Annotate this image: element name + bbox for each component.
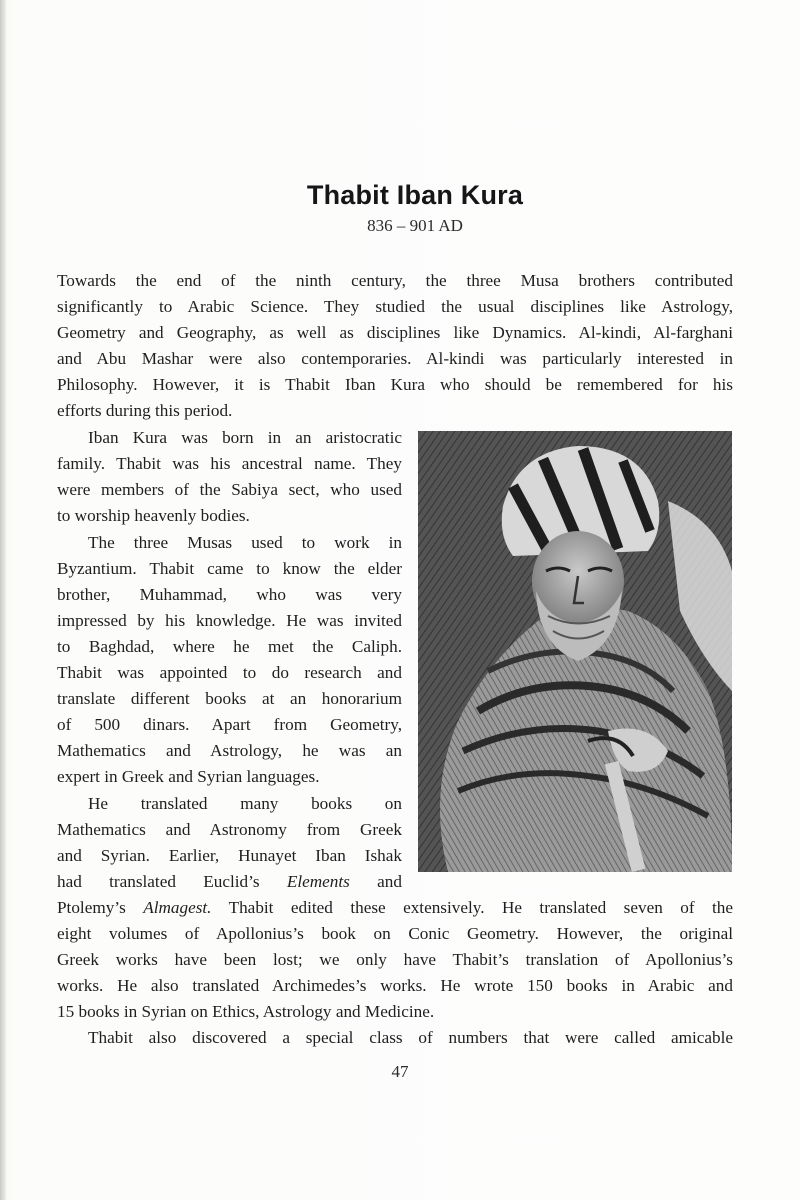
text-line: Mathematics and Astrology, he was an xyxy=(57,741,402,760)
text-line: efforts during this period. xyxy=(57,401,233,420)
text-line: were members of the Sabiya sect, who used xyxy=(57,480,402,499)
text-line: He translated many books on xyxy=(88,794,402,813)
text-line xyxy=(57,895,733,921)
text-run: Thabit edited these extensively. He translated seven of the xyxy=(211,898,733,917)
text-line: Greek works have been lost; we only have Thabit’s translation of Apollonius’s xyxy=(57,950,733,969)
text-line: Mathematics and Astronomy from Greek xyxy=(57,820,402,839)
text-line: Thabit was appointed to do research and xyxy=(57,663,402,682)
book-title-elements: Elements xyxy=(286,872,350,891)
text-line: to worship heavenly bodies. xyxy=(57,506,250,525)
text-run: Ptolemy’s xyxy=(57,898,144,917)
text-line: eight volumes of Apollonius’s book on Conic Geometry. However, the original xyxy=(57,924,733,943)
text-line: impressed by his knowledge. He was invited xyxy=(57,611,402,630)
text-line: works. He also translated Archimedes’s works. He wrote 150 books in Arabic and xyxy=(57,976,733,995)
text-line: significantly to Arabic Science. They studied the usual disciplines like Astrology, xyxy=(57,297,733,316)
text-line: family. Thabit was his ancestral name. They xyxy=(57,454,402,473)
text-run: and xyxy=(349,872,402,891)
portrait-drawing xyxy=(418,431,732,872)
book-title-almagest: Almagest. xyxy=(143,898,212,917)
text-line: Iban Kura was born in an aristocratic xyxy=(88,428,402,447)
chapter-title: Thabit Iban Kura xyxy=(306,180,524,210)
text-line: Towards the end of the ninth century, the three Musa brothers contributed xyxy=(57,271,733,290)
text-line: translate different books at an honorarium xyxy=(57,689,402,708)
text-line xyxy=(57,869,402,895)
text-line: and Syrian. Earlier, Hunayet Iban Ishak xyxy=(57,846,402,865)
text-line: Geometry and Geography, as well as disciplines like Dynamics. Al-kindi, Al-farghani xyxy=(57,323,733,342)
text-line: Thabit also discovered a special class of numbers that were called amicable xyxy=(88,1028,733,1047)
text-line: expert in Greek and Syrian languages. xyxy=(57,767,320,786)
text-line: Byzantium. Thabit came to know the elder xyxy=(57,559,402,578)
text-line: 15 books in Syrian on Ethics, Astrology and Medicine. xyxy=(57,1002,435,1021)
text-line: The three Musas used to work in xyxy=(88,533,402,552)
portrait-illustration xyxy=(418,431,732,872)
text-line: brother, Muhammad, who was very xyxy=(57,585,402,604)
text-run: had translated Euclid’s xyxy=(57,872,287,891)
text-line: and Abu Mashar were also contemporaries. Al-kindi was particularly interested in xyxy=(57,349,733,368)
page-number: 47 xyxy=(391,1062,409,1081)
text-line: to Baghdad, where he met the Caliph. xyxy=(57,637,402,656)
chapter-dates: 836 – 901 AD xyxy=(367,216,463,235)
text-line: of 500 dinars. Apart from Geometry, xyxy=(57,715,402,734)
text-line: Philosophy. However, it is Thabit Iban Kura who should be remembered for his xyxy=(57,375,733,394)
